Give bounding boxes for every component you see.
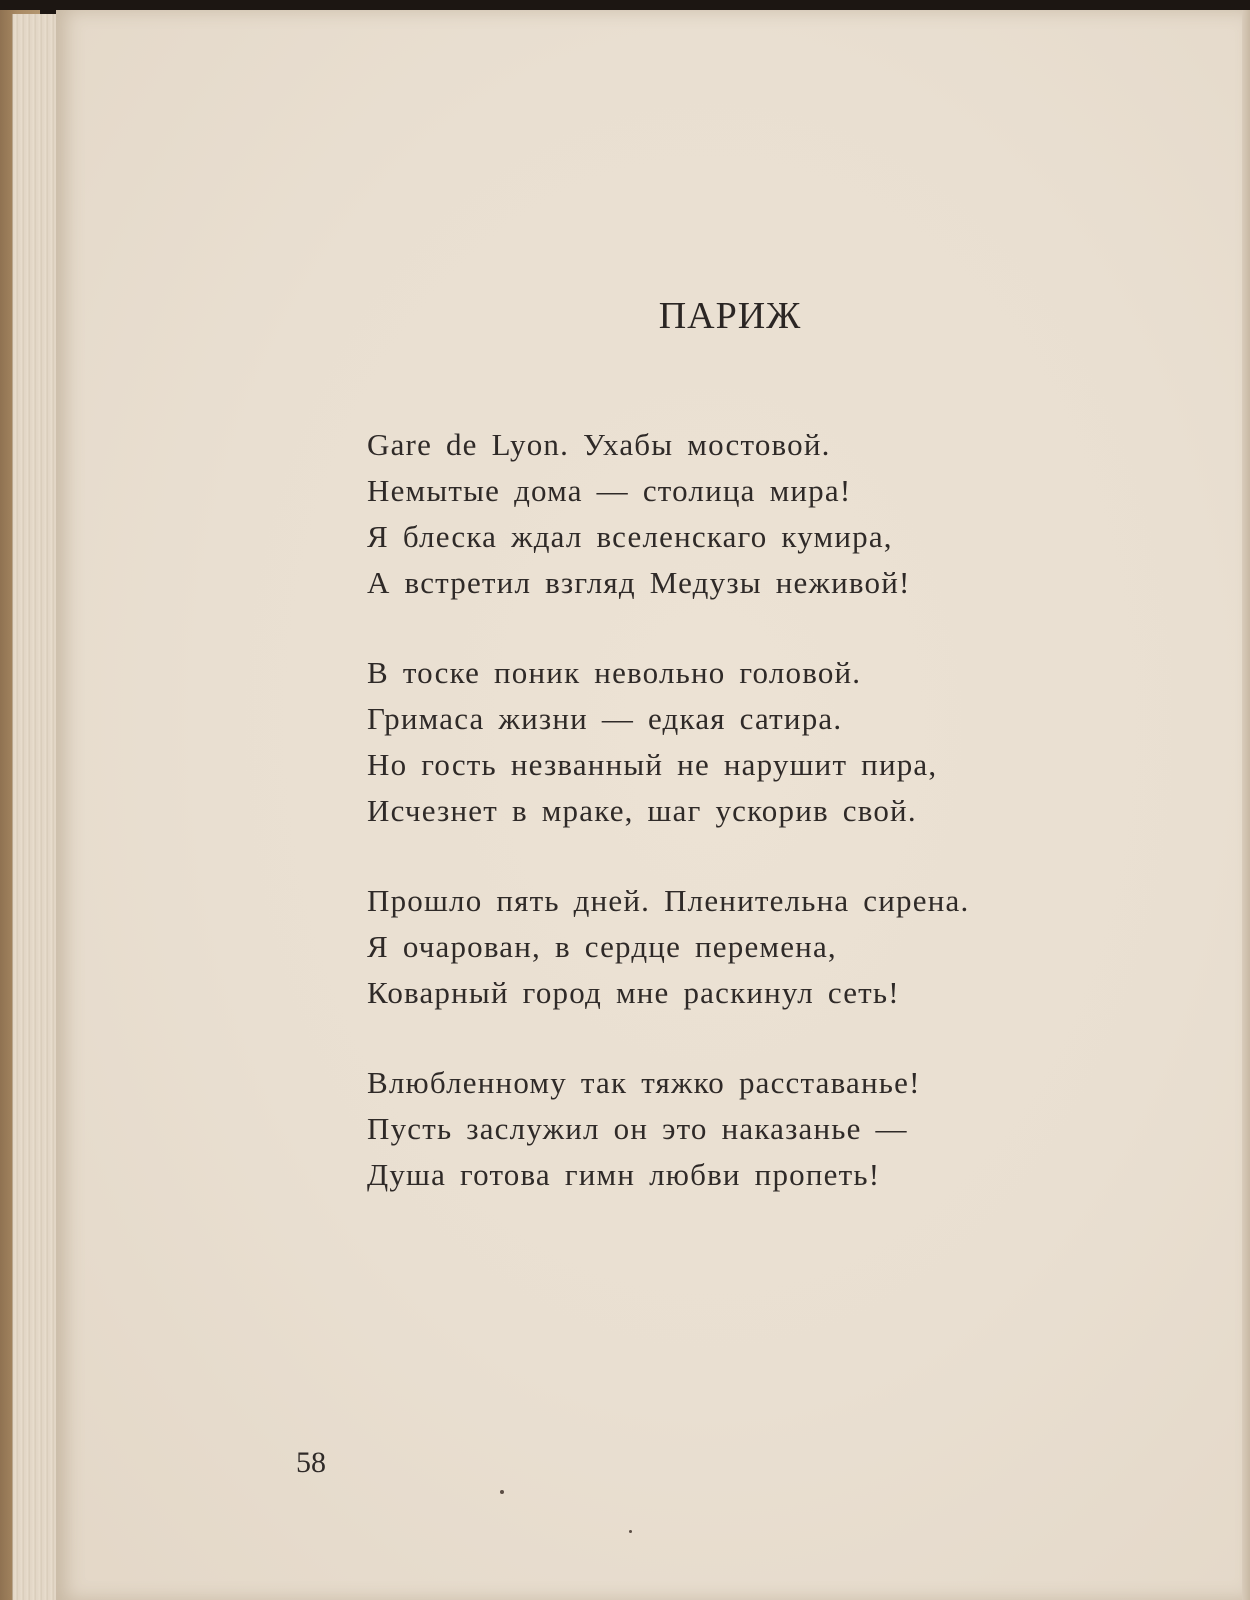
poem-line: Я блеска ждал вселенскаго кумира, (367, 519, 893, 554)
poem-line: Пусть заслужил он это наказанье — (367, 1111, 908, 1146)
book-page (56, 10, 1244, 1600)
page-number: 58 (296, 1446, 326, 1479)
stanza-1 (367, 422, 1087, 606)
stanza-3 (367, 878, 1087, 1016)
page-right-edge (1242, 10, 1250, 1600)
poem-line: Gare de Lyon. Ухабы мостовой. (367, 427, 831, 462)
poem-line: А встретил взгляд Медузы неживой! (367, 565, 911, 600)
poem-line: Душа готова гимн любви пропеть! (367, 1157, 881, 1192)
poem-line: Я очарован, в сердце перемена, (367, 929, 837, 964)
poem-line: Немытые дома — столица мира! (367, 473, 852, 508)
poem-line: Исчезнет в мраке, шаг ускорив свой. (367, 793, 917, 828)
poem (367, 422, 1087, 1242)
paper-speck (500, 1490, 504, 1494)
poem-line: Коварный город мне раскинул сеть! (367, 975, 900, 1010)
poem-line: Но гость незванный не нарушит пира, (367, 747, 938, 782)
paper-speck (629, 1530, 632, 1533)
stanza-2 (367, 650, 1087, 834)
stanza-4 (367, 1060, 1087, 1198)
poem-line: В тоске поник невольно головой. (367, 655, 862, 690)
page-title: ПАРИЖ (658, 295, 802, 337)
poem-line: Гримаса жизни — едкая сатира. (367, 701, 843, 736)
poem-line: Прошло пять дней. Пленительна сирена. (367, 883, 970, 918)
poem-line: Влюбленному так тяжко расставанье! (367, 1065, 921, 1100)
